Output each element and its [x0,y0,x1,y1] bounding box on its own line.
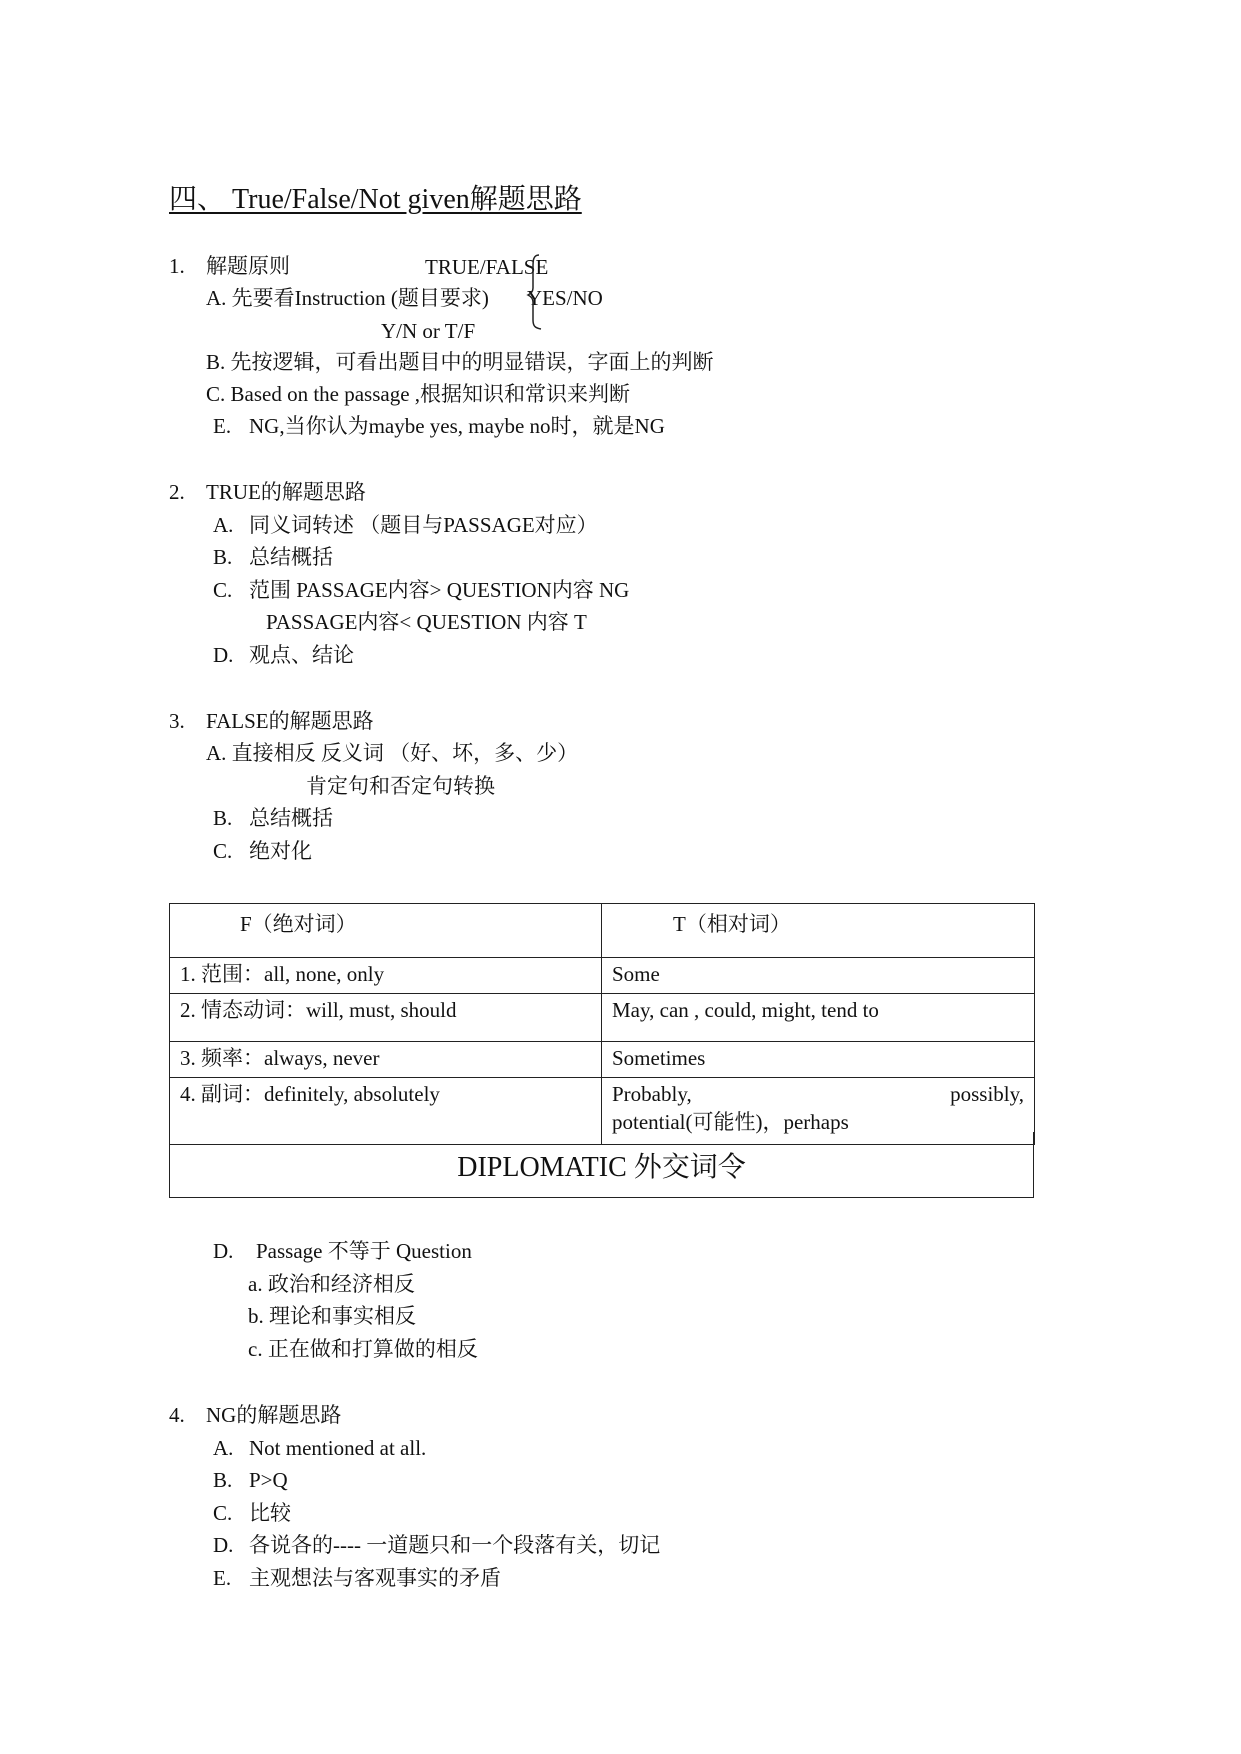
table-header-relative: T（相对词） [602,904,1035,958]
curly-brace-icon [525,252,551,332]
table-cell: 3. 频率：always, never [170,1042,602,1078]
table-cell: 1. 范围：all, none, only [170,958,602,994]
section-3-sub-c: c. 正在做和打算做的相反 [248,1337,478,1361]
section-4-item-c-text: 比较 [249,1501,291,1525]
section-3-item-a: A. 直接相反 反义词 （好、坏，多、少） [206,741,579,765]
section-2-item-d-text: 观点、结论 [249,643,354,667]
section-3-item-d-label: D. [213,1239,234,1263]
section-1-item-e-text: NG,当你认为maybe yes, maybe no时，就是NG [249,414,665,438]
yn-tf-label: Y/N or T/F [381,319,476,343]
table-row [170,1042,1035,1078]
true-false-label: TRUE/FALSE [425,255,549,279]
section-2-item-a-text: 同义词转述 （题目与PASSAGE对应） [249,513,598,537]
table-cell-word: possibly, [950,1082,1024,1106]
section-3-item-b-text: 总结概括 [249,806,333,830]
section-4-heading: NG的解题思路 [206,1403,342,1427]
section-4-item-e-label: E. [213,1566,232,1590]
section-3-item-b-label: B. [213,806,233,830]
section-4-item-d-label: D. [213,1533,234,1557]
section-1-item-c: C. Based on the passage ,根据知识和常识来判断 [206,382,631,406]
section-2-item-a-label: A. [213,513,234,537]
absolute-relative-words-table [169,903,1035,1145]
table-footer-diplomatic: DIPLOMATIC 外交词令 [169,1132,1034,1198]
section-2-item-c-label: C. [213,578,233,602]
section-4-item-e-text: 主观想法与客观事实的矛盾 [249,1566,501,1590]
section-1-number: 1. [169,254,185,278]
section-3-number: 3. [169,709,185,733]
section-2-item-b-text: 总结概括 [249,545,333,569]
section-3-item-c-label: C. [213,839,233,863]
table-row [170,994,1035,1042]
table-cell-line: potential(可能性)，perhaps [612,1110,849,1134]
table-header-absolute: F（绝对词） [170,904,602,958]
section-2-heading: TRUE的解题思路 [206,480,366,504]
section-2-number: 2. [169,480,185,504]
table-cell-word: Probably, [612,1082,692,1106]
page-title: 四、 True/False/Not given解题思路 [169,184,582,215]
section-4-item-b-label: B. [213,1468,233,1492]
section-3-heading: FALSE的解题思路 [206,709,374,733]
section-3-item-a-line2: 肯定句和否定句转换 [306,774,495,798]
table-cell: Sometimes [602,1042,1035,1078]
table-header-row [170,904,1035,958]
section-1-item-b: B. 先按逻辑，可看出题目中的明显错误，字面上的判断 [206,350,714,374]
section-3-sub-b: b. 理论和事实相反 [248,1304,416,1328]
yes-no-label: YES/NO [527,286,603,310]
section-4-item-b-text: P>Q [249,1468,288,1492]
table-cell-line [612,1080,1024,1108]
section-2-item-d-label: D. [213,643,234,667]
table-row [170,958,1035,994]
section-4-item-a-label: A. [213,1436,234,1460]
section-4-item-c-label: C. [213,1501,233,1525]
section-4-item-d-text: 各说各的---- 一道题只和一个段落有关，切记 [249,1533,661,1557]
section-2-item-c-text: 范围 PASSAGE内容> QUESTION内容 NG [249,578,630,602]
table-cell: 2. 情态动词：will, must, should [170,994,602,1042]
section-4-item-a-text: Not mentioned at all. [249,1436,427,1460]
section-3-item-d-text: Passage 不等于 Question [256,1239,472,1263]
section-2-item-c-line2: PASSAGE内容< QUESTION 内容 T [266,610,587,634]
section-4-number: 4. [169,1403,185,1427]
table-cell: Some [602,958,1035,994]
section-1-item-e-label: E. [213,414,232,438]
section-3-item-c-text: 绝对化 [249,839,312,863]
section-2-item-b-label: B. [213,545,233,569]
section-1-heading: 解题原则 [206,254,290,278]
section-1-item-a: A. 先要看Instruction (题目要求) [206,286,489,310]
section-3-sub-a: a. 政治和经济相反 [248,1272,415,1296]
table-cell: 4. 副词：definitely, absolutely [170,1078,602,1145]
table-cell: May, can , could, might, tend to [602,994,1035,1042]
